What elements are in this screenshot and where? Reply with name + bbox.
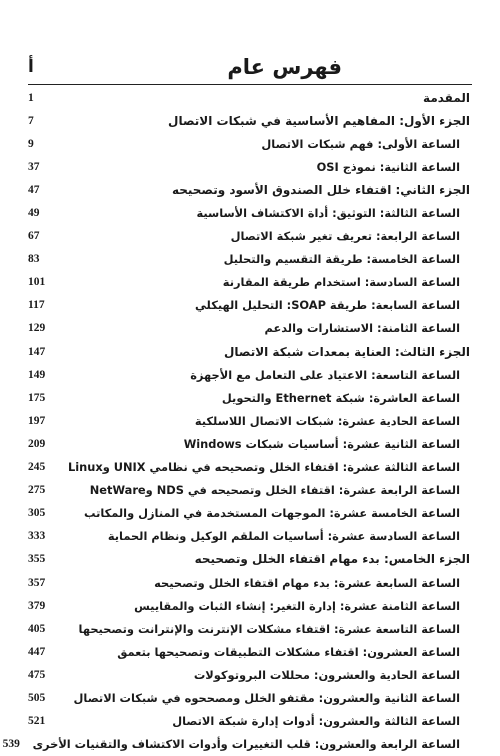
toc-entry-page: 447 (28, 645, 46, 658)
toc-entry-title: الجزء الثالث: العناية بمعدات شبكة الاتصال (223, 344, 470, 359)
toc-entry-page: 245 (28, 461, 46, 474)
toc-entry-page: 129 (28, 322, 46, 335)
toc-hour-entry (28, 640, 470, 663)
toc-entry-page: 357 (28, 576, 46, 589)
toc-entry-title: الساعة الرابعة عشرة: اقتفاء الخلل وتصحيحه في NDS وNetWare (89, 483, 460, 498)
toc-part-entry (28, 86, 470, 109)
toc-entry-title: الساعة الثانية والعشرون: مقتفو الخلل ومصححوه في شبكات الاتصال (73, 690, 460, 705)
toc-entry-page: 49 (28, 207, 40, 220)
toc-entry-title: الساعة الرابعة: تعريف تغير شبكة الاتصال (230, 229, 460, 244)
toc-entry-page: 521 (28, 715, 46, 728)
toc-entry-page: 83 (28, 253, 40, 266)
toc-entry-page: 175 (28, 391, 46, 404)
toc-entry-title: الساعة الحادية والعشرون: محللات البروتوكولات (193, 667, 460, 682)
toc-hour-entry (28, 617, 470, 640)
toc-entry-title: الساعة الحادية عشرة: شبكات الاتصال اللاسلكية (194, 413, 460, 428)
toc-entry-title: الساعة العشرون: اقتفاء مشكلات التطبيقات وتصحيحها بتعمق (117, 644, 460, 659)
toc-hour-entry (28, 409, 470, 432)
toc-hour-entry (28, 201, 470, 224)
toc-hour-entry (28, 294, 470, 317)
toc-part-entry (28, 340, 470, 363)
toc-entry-title: الساعة الثالثة والعشرون: أدوات إدارة شبكة الاتصال (172, 714, 460, 729)
page-header (28, 52, 472, 82)
toc-entry-page: 355 (28, 553, 46, 566)
toc-entry-page: 101 (28, 276, 46, 289)
toc-entry-title: الساعة الثالثة: التوثيق: أداة الاكتشاف الأساسية (196, 206, 460, 221)
toc-hour-entry (28, 663, 470, 686)
toc-entry-page: 9 (28, 137, 34, 150)
toc-entry-title: الساعة الثامنة عشرة: إدارة التغير: إنشاء الثبات والمقاييس (134, 598, 460, 613)
toc-hour-entry (28, 248, 470, 271)
toc-hour-entry (28, 525, 470, 548)
toc-hour-entry (28, 386, 470, 409)
toc-entry-title: الساعة الرابعة والعشرون: قلب التغييرات وأدوات الاكتشاف والتقنيات الأخرى (32, 737, 460, 752)
toc-entry-page: 405 (28, 622, 46, 635)
toc-entry-page: 305 (28, 507, 46, 520)
toc-entry-title: الساعة الخامسة: طريقة التقسيم والتحليل (223, 252, 460, 267)
toc-entry-page: 505 (28, 691, 46, 704)
toc-entry-title: الساعة الخامسة عشرة: الموجهات المستخدمة في المنازل والمكاتب (84, 506, 460, 521)
toc-entry-page: 149 (28, 368, 46, 381)
toc-entry-title: الساعة الثامنة: الاستشارات والدعم (264, 321, 460, 336)
toc-hour-entry (28, 571, 470, 594)
toc-hour-entry (28, 479, 470, 502)
toc-part-entry (28, 109, 470, 132)
toc-hour-entry (28, 271, 470, 294)
toc-list (2, 86, 470, 756)
toc-hour-entry (28, 363, 470, 386)
page-title: فهرس عام (227, 55, 342, 79)
toc-part-entry (28, 178, 470, 201)
toc-entry-page: 7 (28, 114, 34, 127)
toc-entry-title: الساعة الثانية عشرة: أساسيات شبكات Windows (183, 436, 460, 451)
toc-hour-entry (28, 456, 470, 479)
toc-hour-entry (28, 594, 470, 617)
toc-entry-title: الجزء الثاني: اقتفاء خلل الصندوق الأسود وتصحيحه (171, 182, 470, 197)
toc-entry-page: 197 (28, 414, 46, 427)
toc-entry-title: الساعة السابعة عشرة: بدء مهام اقتفاء الخلل وتصحيحه (154, 575, 460, 590)
header-rule (28, 84, 472, 85)
toc-entry-title: الساعة التاسعة عشرة: اقتفاء مشكلات الإنترنت والإنترانت وتصحيحها (78, 621, 460, 636)
toc-entry-page: 539 (2, 738, 20, 751)
toc-entry-title: الساعة السادسة عشرة: أساسيات الملقم الوكيل ونظام الحماية (107, 529, 460, 544)
toc-entry-title: الجزء الخامس: بدء مهام اقتفاء الخلل وتصحيحه (194, 552, 470, 567)
toc-entry-title: الساعة الثانية: نموذج OSI (316, 159, 460, 174)
toc-entry-page: 147 (28, 345, 46, 358)
toc-part-entry (28, 548, 470, 571)
toc-hour-entry (28, 317, 470, 340)
toc-entry-page: 275 (28, 484, 46, 497)
toc-entry-title: الساعة التاسعة: الاعتياد على التعامل مع الأجهزة (190, 367, 460, 382)
toc-entry-page: 379 (28, 599, 46, 612)
toc-hour-entry (28, 155, 470, 178)
toc-hour-entry (28, 225, 470, 248)
toc-entry-page: 333 (28, 530, 46, 543)
toc-entry-title: الساعة العاشرة: شبكة Ethernet والتحويل (221, 390, 460, 405)
toc-entry-page: 67 (28, 230, 40, 243)
toc-entry-page: 47 (28, 183, 40, 196)
toc-hour-entry (28, 502, 470, 525)
toc-entry-title: الساعة السابعة: طريقة SOAP: التحليل الهيكلي (195, 298, 460, 313)
toc-entry-page: 37 (28, 160, 40, 173)
toc-entry-title: الساعة الأولى: فهم شبكات الاتصال (261, 136, 460, 151)
toc-entry-title: المقدمة (423, 90, 470, 105)
toc-hour-entry (28, 432, 470, 455)
toc-entry-title: الجزء الأول: المفاهيم الأساسية في شبكات الاتصال (168, 113, 470, 128)
toc-hour-entry (2, 733, 470, 756)
toc-entry-page: 117 (28, 299, 45, 312)
toc-entry-page: 1 (28, 91, 34, 104)
toc-hour-entry (28, 710, 470, 733)
toc-entry-page: 475 (28, 668, 46, 681)
toc-hour-entry (28, 132, 470, 155)
page-folio: أ (28, 57, 34, 77)
toc-entry-page: 209 (28, 437, 46, 450)
toc-entry-title: الساعة الثالثة عشرة: اقتفاء الخلل وتصحيحه في نظامي UNIX وLinux (67, 460, 460, 475)
toc-entry-title: الساعة السادسة: استخدام طريقة المقارنة (222, 275, 460, 290)
toc-hour-entry (28, 686, 470, 709)
